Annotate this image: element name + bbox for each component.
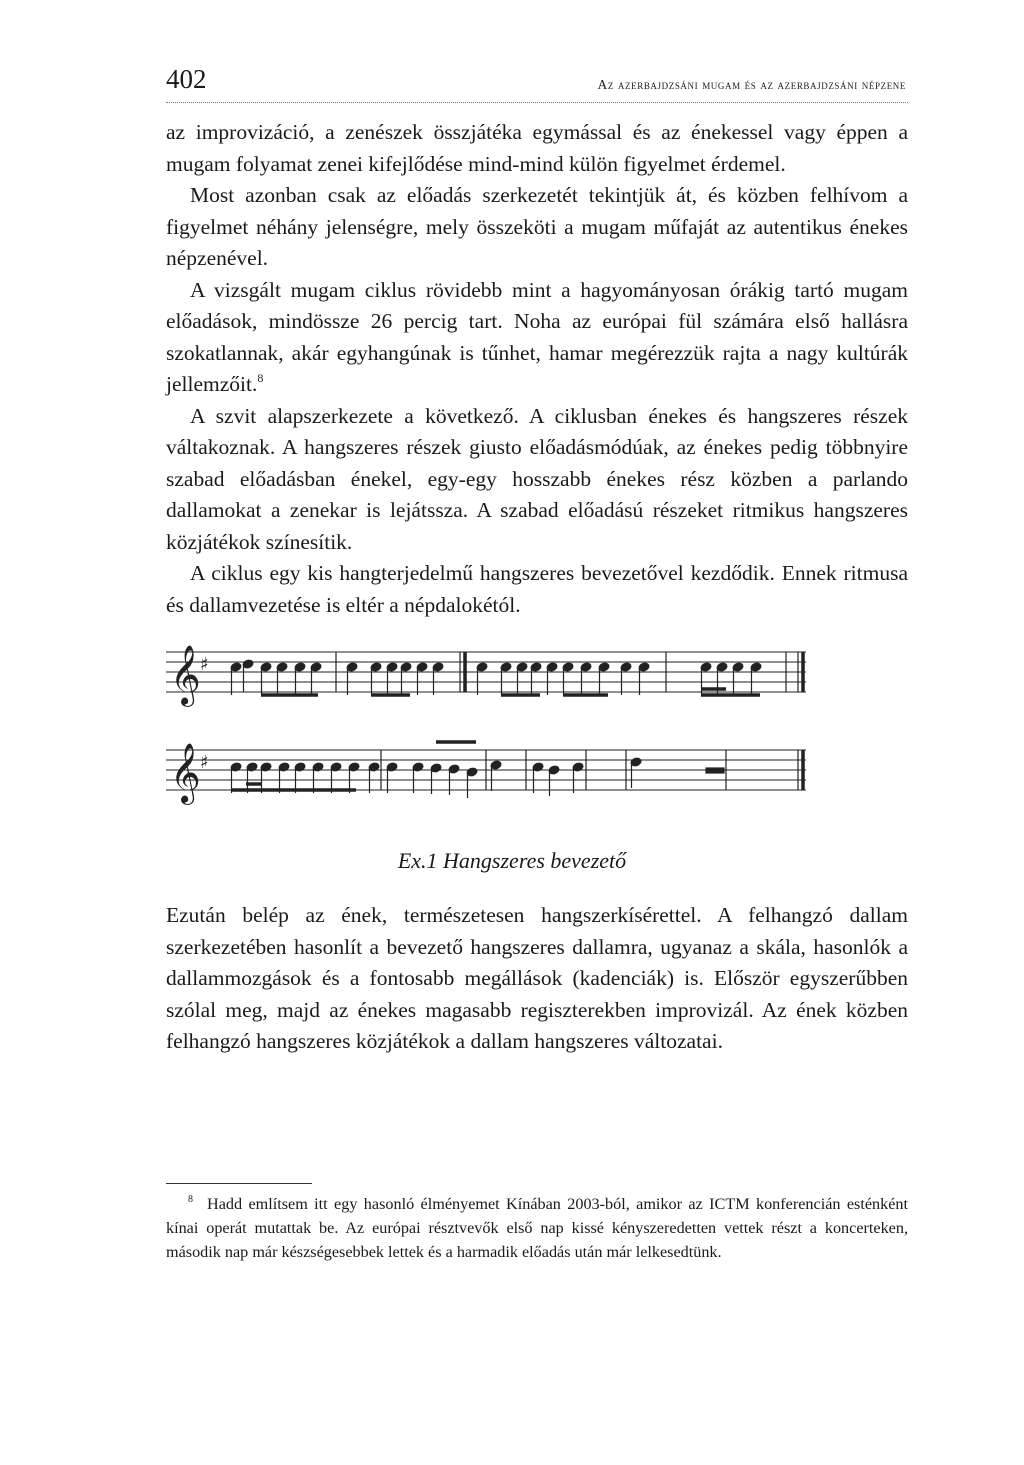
music-score xyxy=(166,622,908,812)
footnote-reference[interactable]: 8 xyxy=(257,371,264,385)
paragraph: A szvit alapszerkezete a következő. A ciklusban énekes és hangszeres részek váltakoznak. A hangszeres részek giusto előadásmódúak, az énekes pedig többnyire szabad előadásban énekel, egy-egy hosszabb énekes rész közben a parlando dallamokat a zenekar is lejátssza. A szabad előadású részeket ritmikus hangszeres közjátékok színesítik. xyxy=(166,403,908,554)
key-sharp-icon: ♯ xyxy=(200,654,209,675)
paragraph: az improvizáció, a zenészek összjátéka egymással és az énekessel vagy éppen a mugam folyamat zenei kifejlődése mind-mind külön figyelmet érdemel. xyxy=(166,120,908,176)
key-sharp-icon: ♯ xyxy=(200,752,209,773)
music-example-caption: Ex.1 Hangszeres bevezető xyxy=(397,848,627,873)
footnote xyxy=(166,1192,908,1264)
page-header xyxy=(166,62,908,103)
treble-clef-icon: 𝄞 xyxy=(170,743,201,803)
paragraph: Most azonban csak az előadás szerkezetét tekintjük át, és közben felhívom a figyelmet néhány jelenségre, mely összeköti a mugam műfaját az autentikus énekes népzenével. xyxy=(166,183,908,270)
footnote-text: Hadd említsem itt egy hasonló élményemet Kínában 2003-ból, amikor az ICTM konferencián esténként kínai operát mutattak be. Az európai résztvevők első nap kissé kényszeredetten vettek részt a koncerteken, második nap már készségesebbek lettek és a harmadik előadás után már lelkesedtünk. xyxy=(166,1195,908,1261)
paragraph: A ciklus egy kis hangterjedelmű hangszeres bevezetővel kezdődik. Ennek ritmusa és dallamvezetése is eltér a népdalokétól. xyxy=(166,561,908,617)
footnote-number: 8 xyxy=(188,1194,193,1205)
music-notes xyxy=(230,652,803,798)
whole-rest xyxy=(706,768,724,773)
page-number: 402 xyxy=(166,64,207,94)
paragraph: Ezután belép az ének, természetesen hangszerkísérettel. A felhangzó dallam szerkezetében hasonlít a bevezető hangszeres dallamra, ugyanaz a skála, hasonlók a dallammozgások és a fontosabb megállások (kadenciák) is. Először egyszerűbben szólal meg, majd az énekes magasabb regiszterekben improvizál. Az ének közben felhangzó hangszeres közjátékok a dallam hangszeres változatai. xyxy=(166,903,908,1053)
main-text xyxy=(166,117,908,621)
after-text xyxy=(166,900,908,1058)
footnote-divider xyxy=(166,1183,312,1184)
treble-clef-icon: 𝄞 xyxy=(170,645,201,705)
paragraph-with-footnote xyxy=(166,275,908,401)
paragraph-text: A vizsgált mugam ciklus rövidebb mint a hagyományosan órákig tartó mugam előadások, mindössze 26 percig tart. Noha az európai fül számára első hallásra szokatlannak, akár egyhangúnak is tűnhet, hamar megérezzük rajta a nagy kultúrák jellemzőit. xyxy=(166,277,908,396)
running-title: Az azerbajdzsáni mugam és az azerbajdzsáni népzene xyxy=(597,77,906,92)
